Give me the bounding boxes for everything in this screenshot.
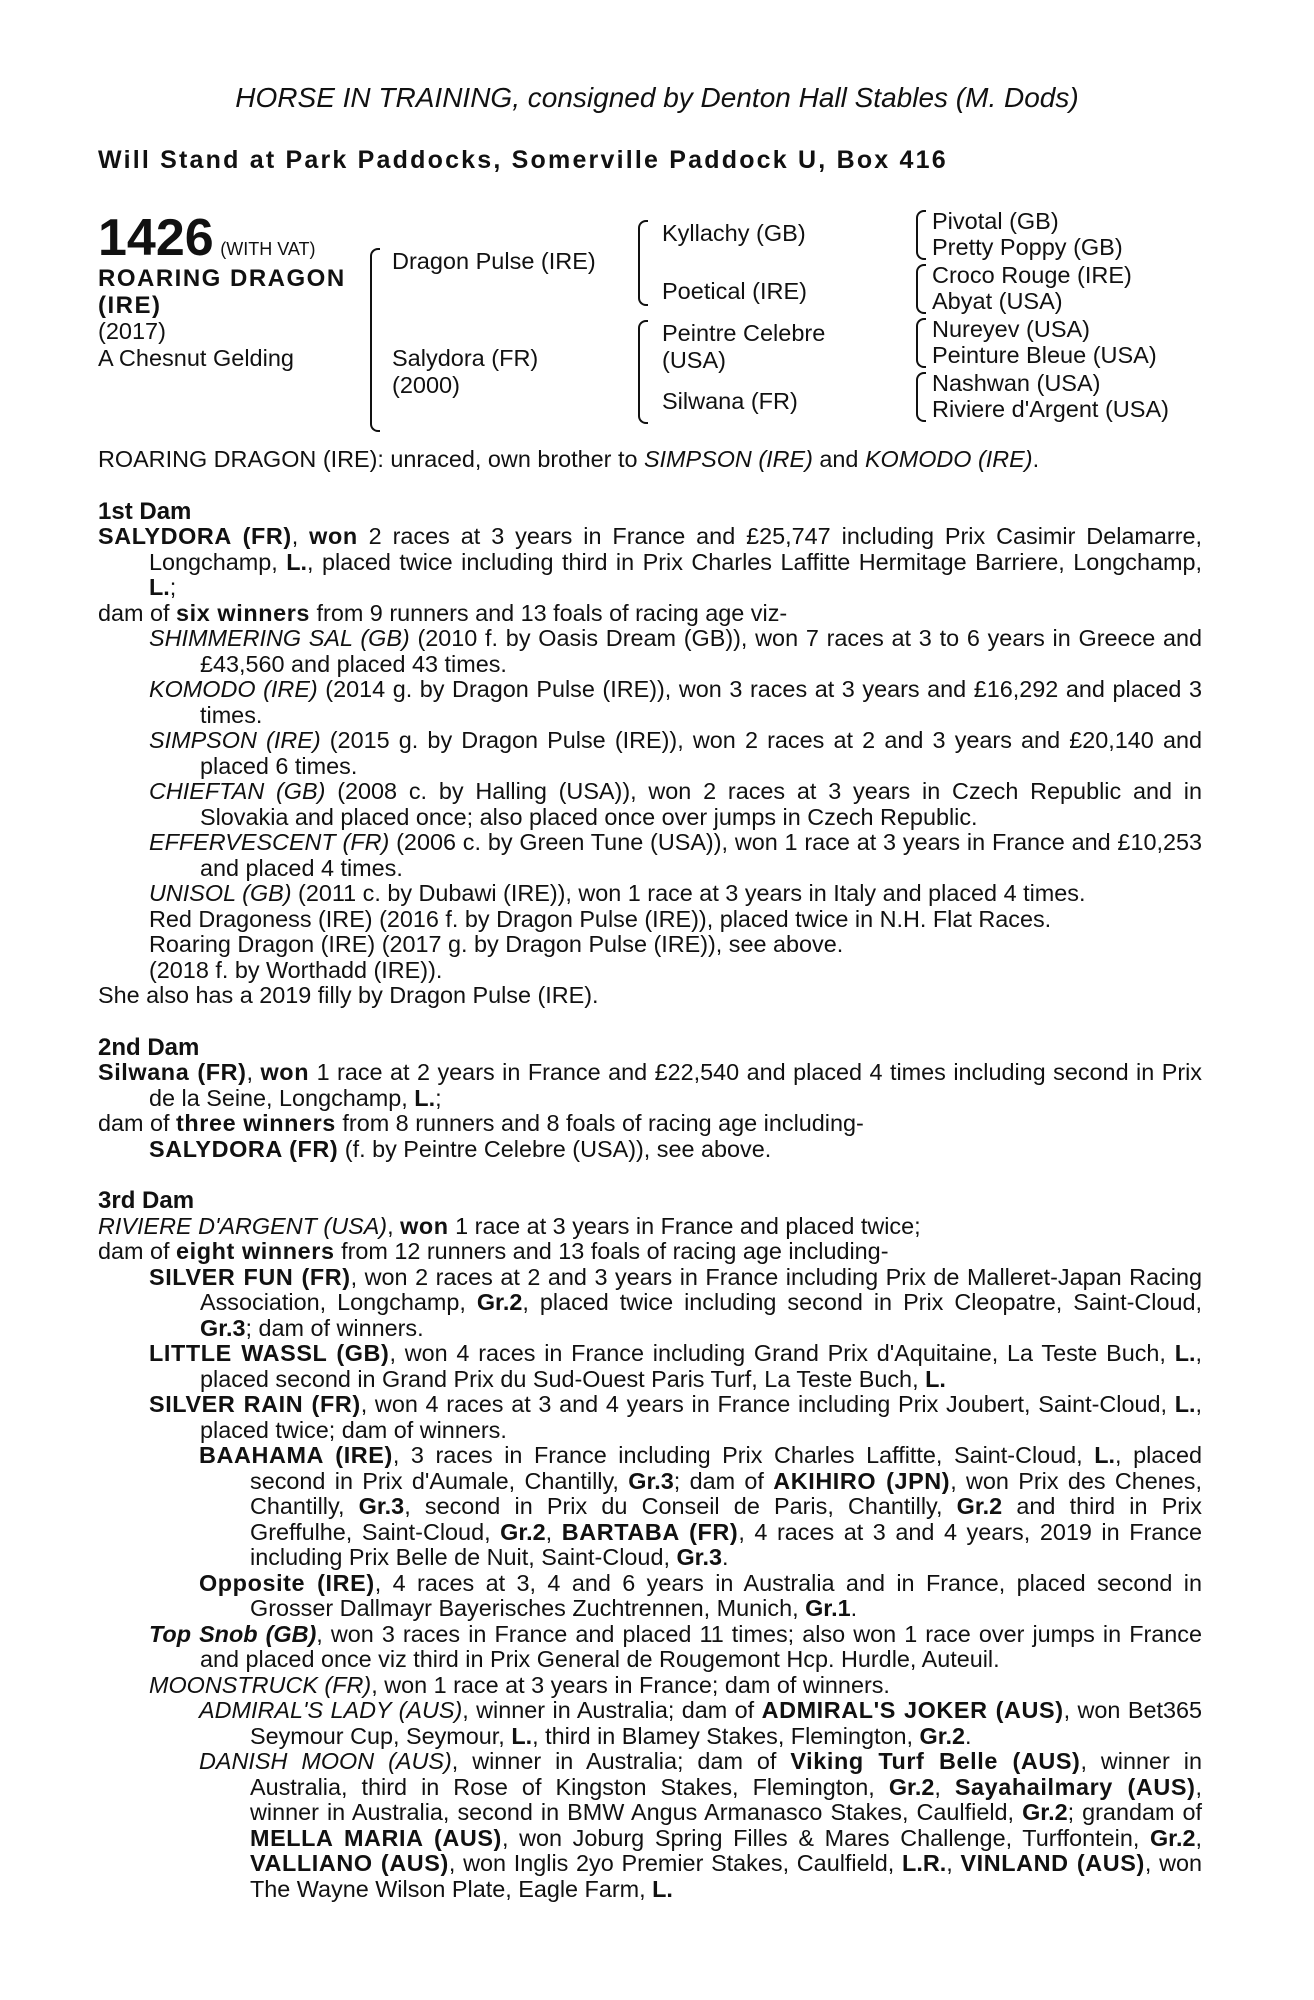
produce-entry: BAAHAMA (IRE), 3 races in France including Prix Charles Laffitte, Saint-Cloud, L., placed second in Prix d'Aumale, Chantilly, Gr.3; dam of AKIHIRO (JPN), won Prix des Chenes, Chantilly, Gr.3, second in Prix du Conseil de Paris, Chantilly, Gr.2 and third in Prix Greffulhe, Saint-Cloud, Gr.2, BARTABA (FR), 4 races at 3 and 4 years, 2019 in France including Prix Belle de Nuit, Saint-Cloud, Gr.3. bbox=[199, 1442, 1202, 1570]
produce-entry: SALYDORA (FR) (f. by Peintre Celebre (USA)), see above. bbox=[149, 1135, 772, 1162]
produce-entry: Red Dragoness (IRE) (2016 f. by Dragon Pulse (IRE)), placed twice in N.H. Flat Races. bbox=[149, 905, 1052, 932]
third-dam-record: RIVIERE D'ARGENT (USA), won 1 race at 3 years in France and placed twice; bbox=[98, 1212, 921, 1239]
brace-g3-1 bbox=[916, 210, 926, 260]
first-dam-record: SALYDORA (FR), won 2 races at 3 years in France and £25,747 including Prix Casimir Delamarre, Longchamp, L., placed twice including third in Prix Charles Laffitte Hermitage Barriere, Longchamp, L.; bbox=[98, 523, 1202, 600]
brace-g3-4 bbox=[916, 372, 926, 422]
horse-description: A Chesnut Gelding bbox=[98, 345, 294, 371]
pedigree-block bbox=[98, 208, 1218, 443]
produce-entry: SILVER FUN (FR), won 2 races at 2 and 3 years in France including Prix de Malleret-Japan Racing Association, Longchamp, Gr.2, placed twice including second in Prix Cleopatre, Saint-Cloud, Gr.3; dam of winners. bbox=[149, 1263, 1202, 1341]
third-dam-produce-summary: dam of eight winners from 12 runners and 13 foals of racing age including- bbox=[98, 1238, 889, 1264]
pedigree-ddd: Riviere d'Argent (USA) bbox=[932, 396, 1169, 422]
produce-entry: ADMIRAL'S LADY (AUS), winner in Australia; dam of ADMIRAL'S JOKER (AUS), won Bet365 Seymour Cup, Seymour, L., third in Blamey Stakes, Flemington, Gr.2. bbox=[199, 1697, 1202, 1749]
pedigree-dsd: Peinture Bleue (USA) bbox=[932, 342, 1157, 368]
second-dam-produce-summary: dam of three winners from 8 runners and 8 foals of racing age including- bbox=[98, 1110, 864, 1136]
produce-entry: KOMODO (IRE) (2014 g. by Dragon Pulse (IRE)), won 3 races at 3 years and £16,292 and placed 3 times. bbox=[149, 676, 1202, 728]
produce-entry: Roaring Dragon (IRE) (2017 g. by Dragon Pulse (IRE)), see above. bbox=[149, 931, 844, 957]
brace-sire-side bbox=[638, 220, 648, 306]
produce-entry: SIMPSON (IRE) (2015 g. by Dragon Pulse (IRE)), won 2 races at 2 and 3 years and £20,140 and placed 6 times. bbox=[149, 727, 1202, 779]
pedigree-dds: Nashwan (USA) bbox=[932, 370, 1101, 396]
pedigree-sire-sire: Kyllachy (GB) bbox=[662, 220, 806, 246]
produce-entry: UNISOL (GB) (2011 c. by Dubawi (IRE)), won 1 race at 3 years in Italy and placed 4 times. bbox=[149, 880, 1086, 906]
consignor-heading: HORSE IN TRAINING, consigned by Denton Hall Stables (M. Dods) bbox=[235, 82, 1079, 113]
pedigree-sire-dam: Poetical (IRE) bbox=[662, 278, 807, 304]
section-title-1st-dam: 1st Dam bbox=[98, 497, 192, 525]
produce-entry: Opposite (IRE), 4 races at 3, 4 and 6 years in Australia and in France, placed second in Grosser Dallmayr Bayerisches Zuchtrennen, Munich, Gr.1. bbox=[199, 1569, 1202, 1621]
pedigree-sdd: Abyat (USA) bbox=[932, 288, 1063, 314]
produce-entry: CHIEFTAN (GB) (2008 c. by Halling (USA)), won 2 races at 3 years in Czech Republic and in Slovakia and placed once; also placed once over jumps in Czech Republic. bbox=[149, 778, 1202, 830]
brace-g3-2 bbox=[916, 264, 926, 314]
brace-gen1 bbox=[370, 248, 380, 432]
brace-dam-side bbox=[638, 320, 648, 424]
horse-name: ROARING DRAGON bbox=[98, 265, 346, 292]
pedigree-dam-dam: Silwana (FR) bbox=[662, 388, 798, 414]
lot-number-line bbox=[98, 208, 316, 268]
produce-entry: MOONSTRUCK (FR), won 1 race at 3 years in France; dam of winners. bbox=[149, 1671, 890, 1698]
second-dam-record: Silwana (FR), won 1 race at 2 years in France and £22,540 and placed 4 times including second in Prix de la Seine, Longchamp, L.; bbox=[98, 1059, 1203, 1111]
pedigree-sss: Pivotal (GB) bbox=[932, 208, 1059, 234]
pedigree-dam-sire: Peintre Celebre bbox=[662, 320, 826, 346]
pedigree-ssd: Pretty Poppy (GB) bbox=[932, 234, 1123, 260]
produce-entry: SHIMMERING SAL (GB) (2010 f. by Oasis Dream (GB)), won 7 races at 3 to 6 years in Greece and £43,560 and placed 43 times. bbox=[149, 625, 1203, 677]
produce-entry: (2018 f. by Worthadd (IRE)). bbox=[149, 956, 443, 983]
pedigree-dam-year: (2000) bbox=[392, 372, 460, 398]
produce-entry: DANISH MOON (AUS), winner in Australia; dam of Viking Turf Belle (AUS), winner in Australia, third in Rose of Kingston Stakes, Flemington, Gr.2, Sayahailmary (AUS), winner in Australia, second in BMW Angus Armanasco Stakes, Caulfield, Gr.2; grandam of MELLA MARIA (AUS), won Joburg Spring Filles & Mares Challenge, Turffontein, Gr.2, VALLIANO (AUS), won Inglis 2yo Premier Stakes, Caulfield, L.R., VINLAND (AUS), won The Wayne Wilson Plate, Eagle Farm, L. bbox=[199, 1748, 1202, 1902]
section-title-3rd-dam: 3rd Dam bbox=[98, 1187, 195, 1214]
pedigree-dam: Salydora (FR) bbox=[392, 345, 539, 371]
pedigree-sire: Dragon Pulse (IRE) bbox=[392, 248, 596, 274]
stabling-heading: Will Stand at Park Paddocks, Somerville Paddock U, Box 416 bbox=[98, 146, 948, 174]
horse-name-suffix: (IRE) bbox=[98, 292, 162, 319]
summary-line: ROARING DRAGON (IRE): unraced, own brother to SIMPSON (IRE) and KOMODO (IRE). bbox=[98, 446, 1040, 472]
catalogue-text bbox=[98, 447, 1202, 1902]
foaling-year: (2017) bbox=[98, 318, 166, 344]
pedigree-dss: Nureyev (USA) bbox=[932, 316, 1091, 342]
first-dam-note: She also has a 2019 filly by Dragon Pulse (IRE). bbox=[98, 982, 599, 1008]
brace-g3-3 bbox=[916, 318, 926, 368]
produce-entry: Top Snob (GB), won 3 races in France and placed 11 times; also won 1 race over jumps in France and placed once viz third in Prix General de Rougemont Hcp. Hurdle, Auteuil. bbox=[149, 1620, 1202, 1672]
produce-entry: SILVER RAIN (FR), won 4 races at 3 and 4 years in France including Prix Joubert, Saint-Cloud, L., placed twice; dam of winners. bbox=[149, 1391, 1202, 1443]
section-title-2nd-dam: 2nd Dam bbox=[98, 1033, 200, 1061]
first-dam-produce-summary: dam of six winners from 9 runners and 13 foals of racing age viz- bbox=[98, 599, 788, 626]
vat-note: (WITH VAT) bbox=[220, 239, 316, 259]
lot-number: 1426 bbox=[98, 209, 214, 267]
produce-entry: LITTLE WASSL (GB), won 4 races in France including Grand Prix d'Aquitaine, La Teste Buch, L., placed second in Grand Prix du Sud-Ouest Paris Turf, La Teste Buch, L. bbox=[149, 1340, 1202, 1392]
produce-entry: EFFERVESCENT (FR) (2006 c. by Green Tune (USA)), won 1 race at 3 years in France and £10,253 and placed 4 times. bbox=[149, 829, 1202, 881]
pedigree-dam-sire-suffix: (USA) bbox=[662, 347, 726, 373]
pedigree-sds: Croco Rouge (IRE) bbox=[932, 262, 1132, 288]
